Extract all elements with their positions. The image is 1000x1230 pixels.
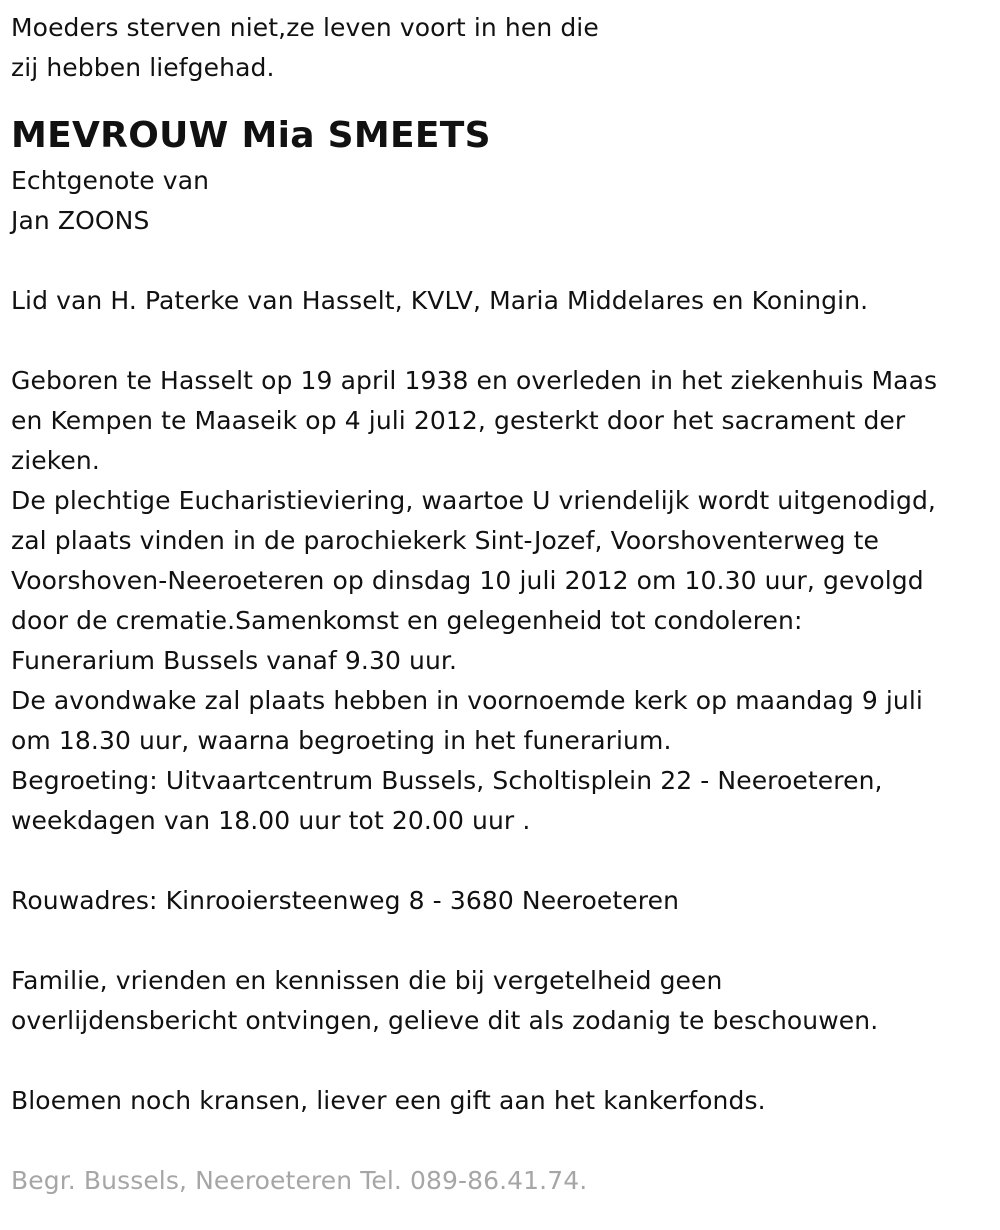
- details-line: zal plaats vinden in de parochiekerk Sint-Jozef, Voorshoventerweg te: [11, 526, 879, 555]
- mourning-address: Rouwadres: Kinrooiersteenweg 8 - 3680 Neeroeteren: [11, 886, 680, 915]
- notice-block: [11, 961, 990, 1041]
- details-line: om 18.30 uur, waarna begroeting in het funerarium.: [11, 726, 672, 755]
- spouse-line: Echtgenote van: [11, 166, 210, 195]
- funeral-home-footer: Begr. Bussels, Neeroeteren Tel. 089-86.41.74.: [11, 1166, 588, 1195]
- details-line: zieken.: [11, 446, 100, 475]
- epigraph-line: Moeders sterven niet,ze leven voort in hen die: [11, 13, 599, 42]
- details-line: en Kempen te Maaseik op 4 juli 2012, gesterkt door het sacrament der: [11, 406, 906, 435]
- membership: Lid van H. Paterke van Hasselt, KVLV, Maria Middelares en Koningin.: [11, 286, 869, 315]
- details-line: De avondwake zal plaats hebben in voornoemde kerk op maandag 9 juli: [11, 686, 923, 715]
- details-line: Funerarium Bussels vanaf 9.30 uur.: [11, 646, 458, 675]
- details-line: door de crematie.Samenkomst en gelegenheid tot condoleren:: [11, 606, 803, 635]
- deceased-name: MEVROUW Mia SMEETS: [11, 115, 491, 156]
- epigraph-line: zij hebben liefgehad.: [11, 53, 275, 82]
- notice-line: Familie, vrienden en kennissen die bij vergetelheid geen: [11, 966, 723, 995]
- details-line: Begroeting: Uitvaartcentrum Bussels, Scholtisplein 22 - Neeroeteren,: [11, 766, 883, 795]
- spouse-line: Jan ZOONS: [11, 206, 150, 235]
- details-line: Geboren te Hasselt op 19 april 1938 en overleden in het ziekenhuis Maas: [11, 366, 938, 395]
- details-line: weekdagen van 18.00 uur tot 20.00 uur .: [11, 806, 531, 835]
- epigraph: [11, 8, 990, 88]
- details-block: [11, 361, 990, 841]
- flowers-request: Bloemen noch kransen, liever een gift aan het kankerfonds.: [11, 1086, 766, 1115]
- details-line: De plechtige Eucharistieviering, waartoe U vriendelijk wordt uitgenodigd,: [11, 486, 936, 515]
- spouse-block: [11, 161, 990, 241]
- notice-line: overlijdensbericht ontvingen, gelieve dit als zodanig te beschouwen.: [11, 1006, 879, 1035]
- details-line: Voorshoven-Neeroeteren op dinsdag 10 juli 2012 om 10.30 uur, gevolgd: [11, 566, 924, 595]
